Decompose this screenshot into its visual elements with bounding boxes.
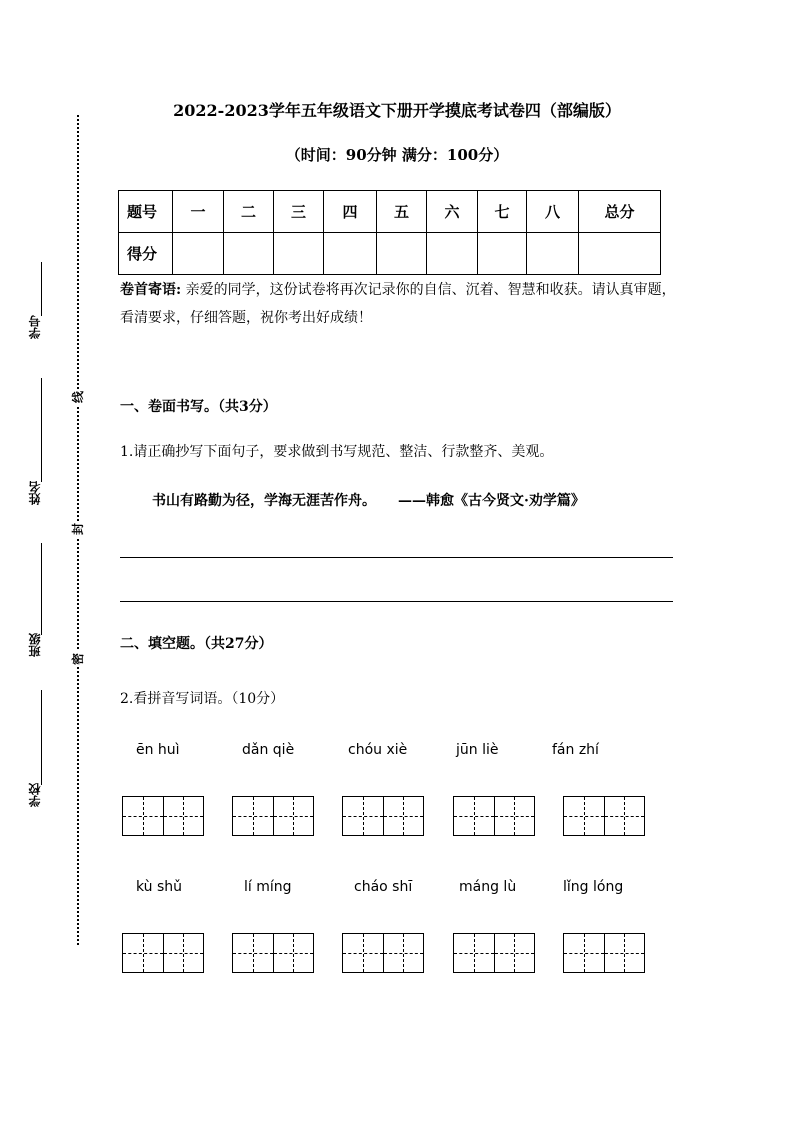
tian-grid-box[interactable] xyxy=(232,796,314,836)
pinyin-label: jūn liè xyxy=(456,742,499,758)
class-blank[interactable] xyxy=(41,543,42,635)
school-blank[interactable] xyxy=(41,690,42,785)
quote-source: ——韩愈《古今贤文·劝学篇》 xyxy=(398,493,585,509)
score-table-header-row xyxy=(119,191,661,233)
pinyin-label: cháo shī xyxy=(354,879,413,895)
pinyin-label: dǎn qiè xyxy=(242,742,295,758)
pinyin-label: fán zhí xyxy=(552,742,599,758)
seal-char-feng: 封 xyxy=(71,523,85,536)
quote-line xyxy=(152,490,585,510)
writing-line-1[interactable] xyxy=(120,557,673,558)
pinyin-label: máng lù xyxy=(459,879,517,895)
pinyin-label: lǐng lóng xyxy=(563,879,624,895)
section2-heading: 二、填空题。（共27分） xyxy=(120,636,273,652)
writing-line-2[interactable] xyxy=(120,601,673,602)
score-cell[interactable] xyxy=(377,233,427,275)
score-col-total: 总分 xyxy=(579,191,661,233)
score-col-3: 三 xyxy=(274,191,324,233)
question-number-header: 题号 xyxy=(119,191,173,233)
pinyin-label: chóu xiè xyxy=(348,742,408,758)
score-cell[interactable] xyxy=(274,233,324,275)
intro-lead: 卷首寄语 xyxy=(120,282,176,298)
tian-grid-box[interactable] xyxy=(232,933,314,973)
score-col-2: 二 xyxy=(224,191,274,233)
tian-grid-box[interactable] xyxy=(342,796,424,836)
pinyin-label: kù shǔ xyxy=(136,879,183,895)
score-col-4: 四 xyxy=(324,191,377,233)
quote-text: 书山有路勤为径，学海无涯苦作舟。 xyxy=(152,493,376,509)
score-col-7: 七 xyxy=(478,191,527,233)
score-cell[interactable] xyxy=(527,233,579,275)
score-table xyxy=(118,190,661,275)
tian-grid-box[interactable] xyxy=(453,933,535,973)
score-cell[interactable] xyxy=(224,233,274,275)
exam-subtitle: （时间：90分钟 满分：100分） xyxy=(285,146,509,164)
name-blank[interactable] xyxy=(41,378,42,482)
pinyin-label: ēn huì xyxy=(136,742,180,758)
score-col-8: 八 xyxy=(527,191,579,233)
score-col-6: 六 xyxy=(427,191,478,233)
tian-grid-box[interactable] xyxy=(342,933,424,973)
score-cell[interactable] xyxy=(173,233,224,275)
intro-message: 卷首寄语: 亲爱的同学，这份试卷将再次记录你的自信、沉着、智慧和收获。请认真审题，看清要求，仔细答题，祝你考出好成绩！ xyxy=(120,282,676,326)
name-label: 姓名 xyxy=(28,481,42,505)
score-cell[interactable] xyxy=(478,233,527,275)
section1-heading: 一、卷面书写。（共3分） xyxy=(120,399,277,415)
seal-char-xian: 线 xyxy=(71,391,85,404)
score-cell[interactable] xyxy=(324,233,377,275)
student-id-blank[interactable] xyxy=(41,262,42,316)
tian-grid-box[interactable] xyxy=(453,796,535,836)
tian-grid-box[interactable] xyxy=(122,933,204,973)
school-label: 学校 xyxy=(28,783,42,807)
question-2: 2.看拼音写词语。（10分） xyxy=(120,691,285,707)
exam-title: 2022-2023学年五年级语文下册开学摸底考试卷四（部编版） xyxy=(173,101,621,120)
intro-text: 亲爱的同学，这份试卷将再次记录你的自信、沉着、智慧和收获。请认真审题，看清要求，仔细答题，祝你考出好成绩！ xyxy=(120,282,676,326)
score-col-5: 五 xyxy=(377,191,427,233)
score-col-1: 一 xyxy=(173,191,224,233)
score-cell[interactable] xyxy=(427,233,478,275)
tian-grid-box[interactable] xyxy=(563,796,645,836)
score-row-header: 得分 xyxy=(119,233,173,275)
question-1: 1.请正确抄写下面句子，要求做到书写规范、整洁、行款整齐、美观。 xyxy=(120,444,554,460)
tian-grid-box[interactable] xyxy=(563,933,645,973)
tian-grid-box[interactable] xyxy=(122,796,204,836)
score-cell-total[interactable] xyxy=(579,233,661,275)
pinyin-label: lí míng xyxy=(244,879,292,895)
student-id-label: 学号 xyxy=(28,315,42,339)
class-label: 班级 xyxy=(28,633,42,657)
score-table-score-row xyxy=(119,233,661,275)
seal-char-mi: 密 xyxy=(71,653,85,666)
